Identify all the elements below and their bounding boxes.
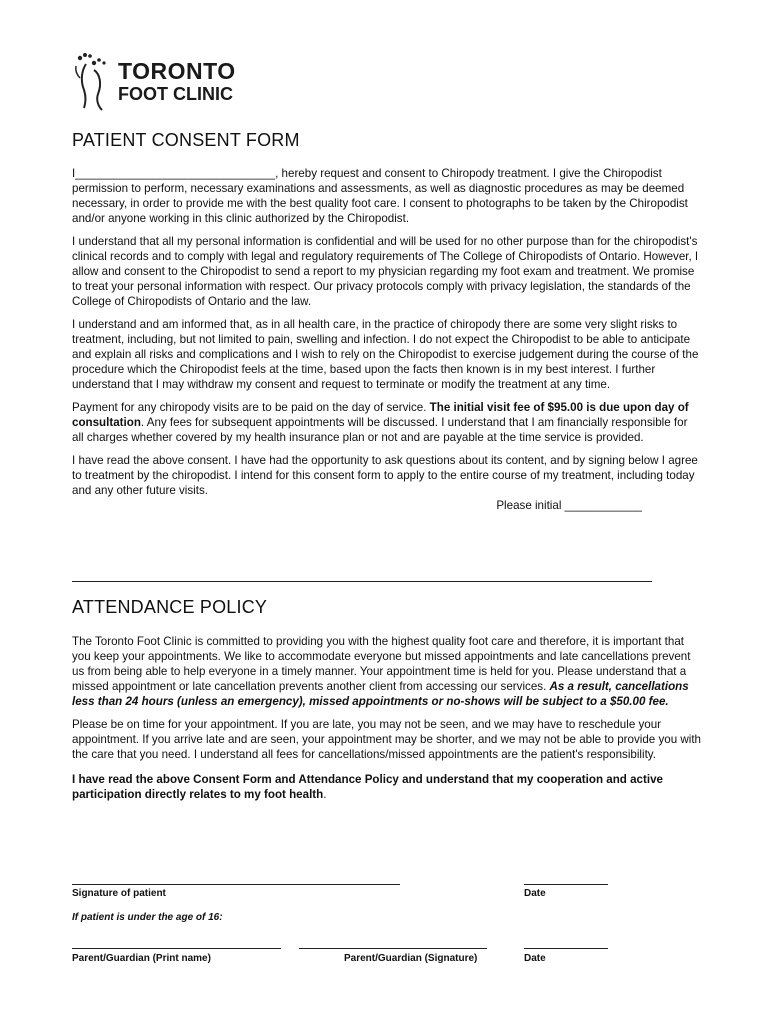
patient-date-label: Date xyxy=(524,888,546,899)
clinic-logo xyxy=(72,50,242,116)
minor-notice-label: If patient is under the age of 16: xyxy=(72,912,223,923)
consent-paragraph-1-text: , hereby request and consent to Chiropody treatment. I give the Chiropodist permission to perform, necessary examinations and assessments, as well as diagnostic procedures as may be deemed necessary, in order to provide me with the best quality foot care. I consent to photographs to be taken by the Chiropodist and/or anyone working in this clinic authorized by the Chiropodist. xyxy=(72,167,688,225)
consent-paragraph-5: I have read the above consent. I have had the opportunity to ask questions about its content, and by signing below I agree to treatment by the chiropodist. I intend for this consent form to apply to the entire course of my treatment, including today and any other future visits. xyxy=(72,454,698,497)
logo-line-2: FOOT CLINIC xyxy=(118,84,233,104)
footprint-icon xyxy=(72,50,116,116)
please-initial-field[interactable]: Please initial ____________ xyxy=(496,499,642,512)
attendance-paragraph-1 xyxy=(72,634,702,709)
patient-signature-label: Signature of patient xyxy=(72,888,166,899)
payment-text-a: Payment for any chiropody visits are to be paid on the day of service. xyxy=(72,401,430,414)
attendance-title: ATTENDANCE POLICY xyxy=(72,597,268,617)
initial-fee-text: The initial visit fee of $95.00 is due upon day of consultation xyxy=(72,401,689,429)
consent-paragraph-3: I understand and am informed that, as in all health care, in the practice of chiropody there are some very slight risks to treatment, including, but not limited to pain, swelling and infection. I do not expect the Chiropodist to be able to anticipate and explain all risks and complications and I wish to rely on the Chiropodist to exercise judgement during the course of the procedure which the Chiropodist feels at the time, based upon the facts then known is in my best interest. I further understand that I may withdraw my consent and request to terminate or modify the treatment at any time. xyxy=(72,318,699,391)
consent-paragraph-4 xyxy=(72,400,702,445)
cancellation-fee-text: As a result, cancellations less than 24 hours (unless an emergency), missed appointments or no-shows will be subject to a $50.00 fee. xyxy=(72,680,689,708)
logo-line-1: TORONTO xyxy=(118,58,236,84)
attendance-paragraph-1-text: The Toronto Foot Clinic is committed to providing you with the highest quality foot care and therefore, it is important that you keep your appointments. We like to accommodate everyone but missed appointments and late cancellations prevent us from being able to help everyone in a timely manner. Your appointment time is held for you. Please understand that a missed appointment or late cancellation prevents another client from accessing our services. xyxy=(72,635,691,693)
guardian-print-label: Parent/Guardian (Print name) xyxy=(72,953,211,964)
consent-paragraph-1 xyxy=(72,166,702,226)
patient-signature-line[interactable] xyxy=(72,884,400,885)
guardian-date-line[interactable] xyxy=(524,948,608,949)
section-divider xyxy=(72,581,652,582)
consent-title: PATIENT CONSENT FORM xyxy=(72,130,300,150)
attendance-body xyxy=(72,634,702,810)
attendance-paragraph-2: Please be on time for your appointment. If you are late, you may not be seen, and we may have to reschedule your appointment. If you arrive late and are seen, your appointment may be shorter, and we may not be able to provide you with the care that you need. I understand all fees for cancellations/missed appointments are the patient's responsibility. xyxy=(72,718,702,761)
logo-text xyxy=(118,60,236,103)
payment-text-b: . Any fees for subsequent appointments will be discussed. I understand that I am financially responsible for all charges whether covered by my health insurance plan or not and are payable at the time service is provided. xyxy=(72,416,688,444)
guardian-print-line[interactable] xyxy=(72,948,281,949)
acknowledgement xyxy=(72,772,702,802)
acknowledgement-text: I have read the above Consent Form and Attendance Policy and understand that my cooperation and active participation directly relates to my foot health xyxy=(72,773,663,801)
consent-paragraph-2: I understand that all my personal information is confidential and will be used for no other purpose than for the chiropodist's clinical records and to comply with legal and regulatory requirements of The College of Chiropodists of Ontario. However, I allow and consent to the Chiropodist to send a report to my physician regarding my foot exam and treatment. We promise to treat your personal information with respect. Our privacy protocols comply with privacy legislation, the standards of the College of Chiropodists of Ontario and the law. xyxy=(72,235,699,308)
consent-body xyxy=(72,166,702,513)
guardian-signature-line[interactable] xyxy=(299,948,487,949)
guardian-signature-label: Parent/Guardian (Signature) xyxy=(344,953,478,964)
guardian-date-label: Date xyxy=(524,953,546,964)
acknowledgement-end: . xyxy=(323,788,327,801)
patient-name-blank[interactable]: I_______________________________ xyxy=(72,167,276,180)
patient-date-line[interactable] xyxy=(524,884,608,885)
